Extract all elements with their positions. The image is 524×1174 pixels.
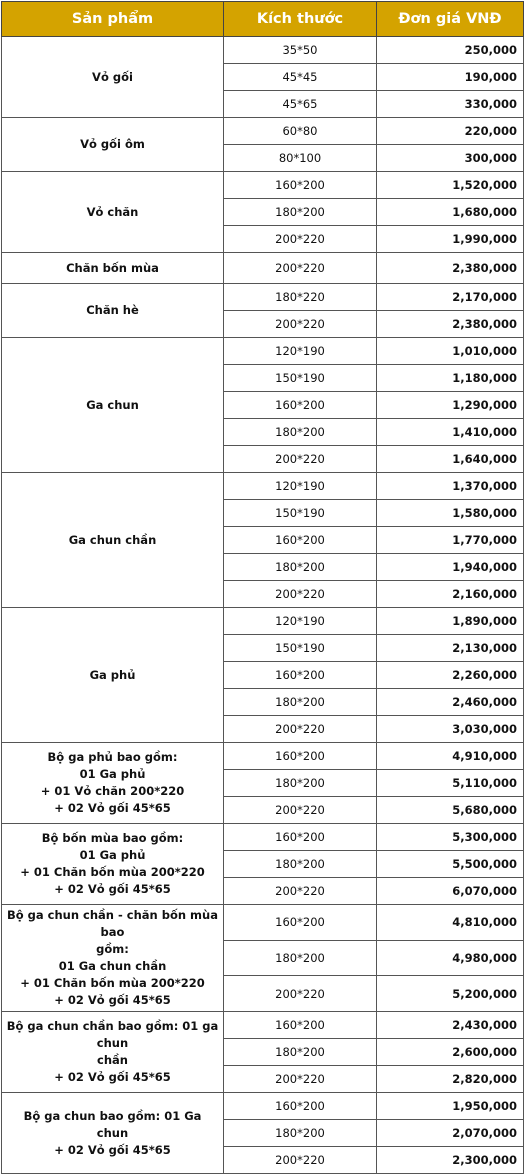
price-cell: 1,990,000 [377,226,524,253]
product-name-cell [2,905,224,1012]
price-cell: 1,410,000 [377,419,524,446]
product-name-line: Chăn hè [86,303,139,317]
size-cell: 160*200 [224,527,377,554]
price-cell: 220,000 [377,118,524,145]
product-name-line: 01 Ga chun chần [58,959,167,973]
product-name-cell [2,824,224,905]
size-cell: 180*200 [224,1120,377,1147]
price-cell: 1,370,000 [377,473,524,500]
table-row [2,37,524,64]
size-cell: 160*200 [224,1093,377,1120]
product-name-line: Bộ bốn mùa bao gồm: [41,831,184,845]
size-cell: 150*190 [224,365,377,392]
table-row [2,284,524,311]
product-name-cell [2,37,224,118]
price-cell: 2,380,000 [377,311,524,338]
size-cell: 60*80 [224,118,377,145]
size-cell: 200*220 [224,1147,377,1174]
size-cell: 150*190 [224,500,377,527]
size-cell: 180*200 [224,419,377,446]
table-row [2,743,524,770]
size-cell: 160*200 [224,1012,377,1039]
size-cell: 180*200 [224,199,377,226]
price-table [1,1,524,1174]
table-row [2,253,524,284]
price-cell: 1,010,000 [377,338,524,365]
price-cell: 1,180,000 [377,365,524,392]
header-price: Đơn giá VNĐ [377,2,524,37]
table-body [2,37,524,1174]
price-cell: 1,950,000 [377,1093,524,1120]
product-name-line: + 01 Chăn bốn mùa 200*220 [20,865,205,879]
size-cell: 200*220 [224,311,377,338]
product-name-line: + 01 Chăn bốn mùa 200*220 [20,976,205,990]
product-name-cell [2,172,224,253]
size-cell: 180*200 [224,770,377,797]
price-cell: 1,640,000 [377,446,524,473]
header-row [2,2,524,37]
price-cell: 1,580,000 [377,500,524,527]
product-name-line: Vỏ gối [92,69,133,84]
product-name-cell [2,1012,224,1093]
size-cell: 160*200 [224,743,377,770]
size-cell: 180*200 [224,554,377,581]
product-name-line: Bộ ga chun chần - chăn bốn mùa bao [7,908,218,939]
size-cell: 120*190 [224,473,377,500]
product-name-line: + 02 Vỏ gối 45*65 [54,882,171,896]
product-name-line: 01 Ga phủ [79,767,146,781]
size-cell: 200*220 [224,797,377,824]
price-cell: 2,820,000 [377,1066,524,1093]
product-name-cell [2,608,224,743]
size-cell: 160*200 [224,905,377,941]
size-cell: 180*200 [224,689,377,716]
table-row [2,824,524,851]
price-cell: 5,500,000 [377,851,524,878]
size-cell: 200*220 [224,226,377,253]
product-name-line: Bộ ga chun chần bao gồm: 01 ga chun [6,1019,219,1050]
price-cell: 4,810,000 [377,905,524,941]
size-cell: 80*100 [224,145,377,172]
product-name-line: Chăn bốn mùa [66,260,159,275]
size-cell: 200*220 [224,581,377,608]
size-cell: 180*220 [224,284,377,311]
product-name-cell [2,1093,224,1174]
product-name-cell [2,284,224,338]
price-cell: 1,890,000 [377,608,524,635]
table-row [2,1012,524,1039]
size-cell: 200*220 [224,1066,377,1093]
size-cell: 35*50 [224,37,377,64]
price-cell: 1,770,000 [377,527,524,554]
product-name-line: + 01 Vỏ chăn 200*220 [40,784,185,798]
table-row [2,118,524,145]
product-name-cell [2,743,224,824]
price-cell: 2,130,000 [377,635,524,662]
product-name-line: + 02 Vỏ gối 45*65 [54,1142,171,1157]
size-cell: 200*220 [224,716,377,743]
size-cell: 45*65 [224,91,377,118]
price-cell: 2,460,000 [377,689,524,716]
product-name-line: Vỏ chăn [86,204,139,219]
price-cell: 1,680,000 [377,199,524,226]
product-name-cell [2,118,224,172]
size-cell: 180*200 [224,1039,377,1066]
product-name-line: + 02 Vỏ gối 45*65 [54,801,171,815]
price-cell: 2,430,000 [377,1012,524,1039]
price-cell: 2,600,000 [377,1039,524,1066]
price-cell: 2,260,000 [377,662,524,689]
size-cell: 120*190 [224,608,377,635]
product-name-line: Bộ ga chun bao gồm: 01 Ga chun [23,1108,202,1140]
product-name-cell [2,473,224,608]
product-name-line: Ga phủ [89,667,136,682]
header-product: Sản phẩm [2,2,224,37]
size-cell: 200*220 [224,976,377,1012]
price-cell: 5,680,000 [377,797,524,824]
price-cell: 5,200,000 [377,976,524,1012]
product-name-cell [2,253,224,284]
size-cell: 150*190 [224,635,377,662]
table-row [2,608,524,635]
price-cell: 1,290,000 [377,392,524,419]
price-cell: 1,940,000 [377,554,524,581]
product-name-line: gồm: [96,942,129,956]
price-cell: 5,300,000 [377,824,524,851]
price-cell: 250,000 [377,37,524,64]
product-name-line: + 02 Vỏ gối 45*65 [54,1070,171,1084]
size-cell: 200*220 [224,878,377,905]
product-name-cell [2,338,224,473]
price-cell: 4,910,000 [377,743,524,770]
product-name-line: Bộ ga phủ bao gồm: [47,750,178,764]
header-size: Kích thước [224,2,377,37]
price-cell: 2,380,000 [377,253,524,284]
price-cell: 5,110,000 [377,770,524,797]
table-row [2,338,524,365]
price-cell: 2,300,000 [377,1147,524,1174]
size-cell: 160*200 [224,824,377,851]
table-row [2,172,524,199]
price-cell: 2,070,000 [377,1120,524,1147]
table-row [2,905,524,941]
size-cell: 200*220 [224,446,377,473]
size-cell: 120*190 [224,338,377,365]
table-row [2,1093,524,1120]
size-cell: 45*45 [224,64,377,91]
price-cell: 1,520,000 [377,172,524,199]
size-cell: 160*200 [224,392,377,419]
size-cell: 180*200 [224,851,377,878]
price-cell: 3,030,000 [377,716,524,743]
price-cell: 330,000 [377,91,524,118]
product-name-line: Ga chun [86,397,139,412]
price-cell: 300,000 [377,145,524,172]
price-cell: 190,000 [377,64,524,91]
product-name-line: chần [97,1053,128,1067]
price-cell: 2,170,000 [377,284,524,311]
size-cell: 160*200 [224,172,377,199]
size-cell: 180*200 [224,940,377,976]
price-cell: 2,160,000 [377,581,524,608]
product-name-line: Vỏ gối ôm [80,137,145,151]
size-cell: 200*220 [224,253,377,284]
product-name-line: 01 Ga phủ [79,848,146,862]
size-cell: 160*200 [224,662,377,689]
product-name-line: Ga chun chần [68,532,157,547]
table-row [2,473,524,500]
price-cell: 4,980,000 [377,940,524,976]
price-cell: 6,070,000 [377,878,524,905]
product-name-line: + 02 Vỏ gối 45*65 [54,993,171,1007]
